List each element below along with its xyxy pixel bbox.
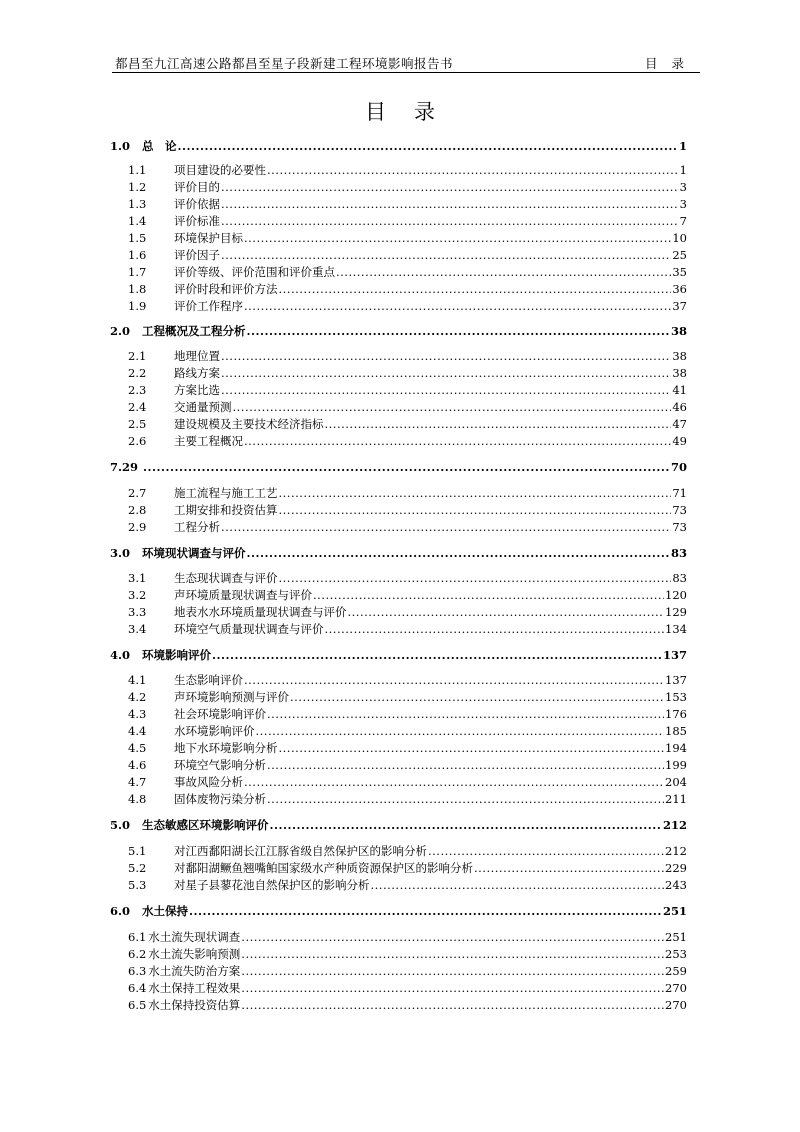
toc-dot-leader xyxy=(221,349,671,364)
toc-section-entry[interactable] xyxy=(110,214,687,229)
toc-entry-page: 270 xyxy=(665,981,687,995)
toc-chapter-entry[interactable] xyxy=(110,648,687,663)
toc-entry-label: 评价时段和评价方法 xyxy=(174,282,278,296)
toc-dot-leader xyxy=(244,673,664,688)
toc-entry-page: 41 xyxy=(672,383,687,397)
toc-entry-page: 129 xyxy=(665,605,687,619)
toc-section-entry[interactable] xyxy=(110,503,687,518)
toc-entry-number: 5.0 xyxy=(110,818,131,832)
toc-entry-label: 地表水水环境质量现状调查与评价 xyxy=(174,605,347,619)
toc-entry-page: 251 xyxy=(665,930,687,944)
toc-section-entry[interactable] xyxy=(110,180,687,195)
toc-entry-page: 204 xyxy=(665,775,687,789)
toc-entry-page: 70 xyxy=(670,460,687,474)
toc-entry-page: 25 xyxy=(672,248,687,262)
toc-entry-page: 47 xyxy=(672,417,687,431)
toc-entry-page: 270 xyxy=(665,998,687,1012)
toc-entry-label: 环境空气质量现状调查与评价 xyxy=(174,622,324,636)
toc-section-entry[interactable] xyxy=(110,707,687,722)
toc-dot-leader xyxy=(241,998,664,1013)
header-section-label: 目录 xyxy=(644,56,698,71)
toc-entry-label: 声环境影响预测与评价 xyxy=(174,690,289,704)
toc-entry-number: 1.4 xyxy=(128,214,147,228)
toc-dot-leader xyxy=(221,180,679,195)
toc-dot-leader xyxy=(325,417,672,432)
toc-dot-leader xyxy=(189,904,662,919)
toc-entry-page: 73 xyxy=(672,520,687,534)
toc-entry-number: 2.3 xyxy=(128,383,147,397)
toc-entry-page: 199 xyxy=(665,758,687,772)
toc-entry-label: 水环境影响评价 xyxy=(174,724,255,738)
toc-entry-number: 4.3 xyxy=(128,707,147,721)
toc-section-entry[interactable] xyxy=(110,520,687,535)
toc-section-entry[interactable] xyxy=(110,571,687,586)
toc-entry-page: 229 xyxy=(665,861,687,875)
toc-entry-label: 评价标准 xyxy=(174,214,220,228)
toc-entry-number: 2.5 xyxy=(128,417,147,431)
toc-entry-number: 1.8 xyxy=(128,282,147,296)
toc-dot-leader xyxy=(325,622,665,637)
toc-entry-label: 评价依据 xyxy=(174,197,220,211)
toc-entry-number: 4.7 xyxy=(128,775,147,789)
toc-section-entry[interactable] xyxy=(110,878,687,893)
toc-dot-leader xyxy=(247,324,670,339)
toc-entry-page: 120 xyxy=(665,588,687,602)
toc-entry-page: 243 xyxy=(665,878,687,892)
toc-section-entry[interactable] xyxy=(110,366,687,381)
toc-dot-leader xyxy=(244,231,671,246)
toc-entry-page: 137 xyxy=(665,673,687,687)
toc-entry-page: 49 xyxy=(672,434,687,448)
report-title: 都昌至九江高速公路都昌至星子段新建工程环境影响报告书 xyxy=(115,56,454,71)
toc-entry-label: 地理位置 xyxy=(174,349,220,363)
toc-entry-number: 1.0 xyxy=(110,139,131,153)
toc-entry-label: 交通量预测 xyxy=(174,400,232,414)
toc-dot-leader xyxy=(221,214,679,229)
toc-entry-page: 35 xyxy=(672,265,687,279)
toc-entry-number: 3.3 xyxy=(128,605,147,619)
toc-entry-number: 1.3 xyxy=(128,197,147,211)
toc-dot-leader xyxy=(279,486,672,501)
toc-entry-number: 6.5 xyxy=(128,998,147,1012)
toc-entry-page: 83 xyxy=(672,571,687,585)
toc-entry-number: 6.4 xyxy=(128,981,147,995)
toc-entry-label: 评价因子 xyxy=(174,248,220,262)
toc-heading: 目录 xyxy=(365,100,463,124)
toc-entry-label: 地下水环境影响分析 xyxy=(174,741,278,755)
toc-entry-number: 4.0 xyxy=(110,648,131,662)
toc-entry-number: 4.5 xyxy=(128,741,147,755)
toc-entry-page: 37 xyxy=(672,299,687,313)
toc-section-entry[interactable] xyxy=(110,981,687,996)
toc-entry-label: 评价工作程序 xyxy=(174,299,243,313)
toc-entry-page: 211 xyxy=(665,792,687,806)
toc-section-entry[interactable] xyxy=(110,299,687,314)
toc-entry-number: 4.4 xyxy=(128,724,147,738)
toc-entry-page: 83 xyxy=(670,546,687,560)
toc-entry-label: 生态现状调查与评价 xyxy=(174,571,278,585)
toc-entry-page: 251 xyxy=(662,904,687,918)
toc-entry-number: 2.0 xyxy=(110,324,131,338)
toc-entry-page: 137 xyxy=(662,648,687,662)
toc-entry-label: 社会环境影响评价 xyxy=(174,707,266,721)
toc-entry-number: 6.3 xyxy=(128,964,147,978)
toc-dot-leader xyxy=(244,299,671,314)
toc-entry-number: 6.2 xyxy=(128,947,147,961)
toc-entry-label: 主要工程概况 xyxy=(174,434,243,448)
toc-entry-label: 环境保护目标 xyxy=(174,231,243,245)
toc-section-entry[interactable] xyxy=(110,930,687,945)
toc-entry-label: 对鄱阳湖鳜鱼翘嘴鲌国家级水产种质资源保护区的影响分析 xyxy=(174,861,473,875)
toc-section-entry[interactable] xyxy=(110,588,687,603)
toc-dot-leader xyxy=(221,383,671,398)
toc-dot-leader xyxy=(267,163,679,178)
toc-entry-label: 工程概况及工程分析 xyxy=(142,324,246,338)
toc-entry-label: 项目建设的必要性 xyxy=(174,163,266,177)
toc-chapter-entry[interactable] xyxy=(110,818,687,833)
toc-entry-label: 生态敏感区环境影响评价 xyxy=(142,818,269,832)
toc-entry-label: 水土流失影响预测 xyxy=(148,947,241,961)
toc-dot-leader xyxy=(270,818,662,833)
page-header xyxy=(112,50,700,73)
toc-dot-leader xyxy=(212,648,662,663)
toc-section-entry[interactable] xyxy=(110,724,687,739)
toc-entry-number: 7.29 xyxy=(110,460,139,474)
toc-entry-number: 3.1 xyxy=(128,571,147,585)
toc-entry-number: 4.1 xyxy=(128,673,147,687)
toc-entry-number: 5.1 xyxy=(128,844,147,858)
toc-section-entry[interactable] xyxy=(110,349,687,364)
toc-section-entry[interactable] xyxy=(110,792,687,807)
toc-entry-number: 2.6 xyxy=(128,434,147,448)
toc-entry-page: 7 xyxy=(679,214,687,228)
toc-entry-label: 固体废物污染分析 xyxy=(174,792,266,806)
toc-section-entry[interactable] xyxy=(110,197,687,212)
toc-section-entry[interactable] xyxy=(110,434,687,449)
toc-entry-number: 1.9 xyxy=(128,299,147,313)
toc-entry-label: 声环境质量现状调查与评价 xyxy=(174,588,312,602)
toc-section-entry[interactable] xyxy=(110,673,687,688)
toc-entry-number: 2.1 xyxy=(128,349,147,363)
toc-section-entry[interactable] xyxy=(110,486,687,501)
toc-section-entry[interactable] xyxy=(110,998,687,1013)
toc-entry-label: 环境影响评价 xyxy=(142,648,211,662)
toc-entry-number: 1.6 xyxy=(128,248,147,262)
toc-entry-label: 总 论 xyxy=(142,139,177,153)
toc-entry-label: 水土流失现状调查 xyxy=(148,930,241,944)
toc-section-entry[interactable] xyxy=(110,417,687,432)
toc-section-entry[interactable] xyxy=(110,265,687,280)
toc-entry-number: 6.0 xyxy=(110,904,131,918)
toc-section-entry[interactable] xyxy=(110,741,687,756)
toc-dot-leader xyxy=(336,265,671,280)
toc-entry-label: 事故风险分析 xyxy=(174,775,243,789)
toc-section-entry[interactable] xyxy=(110,383,687,398)
toc-entry-label: 生态影响评价 xyxy=(174,673,243,687)
toc-dot-leader xyxy=(256,724,665,739)
toc-chapter-entry[interactable] xyxy=(110,546,687,561)
toc-dot-leader xyxy=(244,434,671,449)
toc-entry-label: 环境现状调查与评价 xyxy=(142,546,246,560)
toc-entry-label: 施工流程与施工工艺 xyxy=(174,486,278,500)
toc-dot-leader xyxy=(241,964,664,979)
toc-entry-number: 4.8 xyxy=(128,792,147,806)
toc-entry-number: 2.7 xyxy=(128,486,147,500)
toc-section-entry[interactable] xyxy=(110,163,687,178)
toc-entry-number: 3.0 xyxy=(110,546,131,560)
toc-entry-number: 5.2 xyxy=(128,861,147,875)
toc-section-entry[interactable] xyxy=(110,690,687,705)
toc-entry-number: 2.9 xyxy=(128,520,147,534)
toc-entry-label: 方案比选 xyxy=(174,383,220,397)
toc-chapter-entry[interactable] xyxy=(110,324,687,339)
toc-dot-leader xyxy=(221,366,671,381)
toc-entry-label: 建设规模及主要技术经济指标 xyxy=(174,417,324,431)
toc-entry-number: 5.3 xyxy=(128,878,147,892)
toc-dot-leader xyxy=(371,878,665,893)
toc-entry-page: 1 xyxy=(678,139,687,153)
toc-dot-leader xyxy=(178,139,678,154)
toc-dot-leader xyxy=(247,546,670,561)
toc-entry-number: 4.2 xyxy=(128,690,147,704)
toc-entry-number: 4.6 xyxy=(128,758,147,772)
toc-entry-page: 36 xyxy=(672,282,687,296)
toc-dot-leader xyxy=(279,282,672,297)
toc-dot-leader xyxy=(290,690,664,705)
toc-dot-leader xyxy=(221,248,671,263)
toc-entry-label: 工程分析 xyxy=(174,520,220,534)
toc-entry-page: 185 xyxy=(665,724,687,738)
toc-section-entry[interactable] xyxy=(110,400,687,415)
toc-section-entry[interactable] xyxy=(110,282,687,297)
toc-entry-number: 1.1 xyxy=(128,163,147,177)
toc-entry-page: 38 xyxy=(670,324,687,338)
toc-dot-leader xyxy=(474,861,664,876)
toc-dot-leader xyxy=(241,947,664,962)
toc-section-entry[interactable] xyxy=(110,231,687,246)
toc-entry-label: 水土保持工程效果 xyxy=(148,981,241,995)
toc-entry-page: 134 xyxy=(665,622,687,636)
toc-entry-number: 1.5 xyxy=(128,231,147,245)
toc-entry-number: 3.2 xyxy=(128,588,147,602)
toc-entry-number: 1.7 xyxy=(128,265,147,279)
toc-entry-page: 38 xyxy=(672,366,687,380)
toc-entry-label: 水土保持 xyxy=(142,904,188,918)
toc-entry-label: 环境空气影响分析 xyxy=(174,758,266,772)
toc-dot-leader xyxy=(244,775,664,790)
toc-entry-number: 2.8 xyxy=(128,503,147,517)
toc-entry-page: 38 xyxy=(672,349,687,363)
toc-dot-leader xyxy=(428,844,664,859)
toc-entry-number: 2.2 xyxy=(128,366,147,380)
toc-entry-label: 对星子县蓼花池自然保护区的影响分析 xyxy=(174,878,370,892)
toc-entry-page: 46 xyxy=(672,400,687,414)
toc-section-entry[interactable] xyxy=(110,844,687,859)
toc-entry-number: 1.2 xyxy=(128,180,147,194)
toc-dot-leader xyxy=(348,605,665,620)
toc-chapter-entry[interactable] xyxy=(110,460,687,475)
toc-dot-leader xyxy=(241,981,664,996)
toc-section-entry[interactable] xyxy=(110,622,687,637)
toc-entry-page: 194 xyxy=(665,741,687,755)
toc-dot-leader xyxy=(241,930,664,945)
toc-entry-page: 259 xyxy=(665,964,687,978)
toc-section-entry[interactable] xyxy=(110,758,687,773)
toc-section-entry[interactable] xyxy=(110,775,687,790)
toc-entry-number: 2.4 xyxy=(128,400,147,414)
toc-dot-leader xyxy=(267,707,664,722)
toc-entry-page: 153 xyxy=(665,690,687,704)
toc-entry-page: 73 xyxy=(672,503,687,517)
toc-dot-leader xyxy=(279,571,672,586)
toc-entry-page: 253 xyxy=(665,947,687,961)
toc-dot-leader xyxy=(267,758,664,773)
toc-entry-page: 3 xyxy=(679,197,687,211)
toc-dot-leader xyxy=(267,792,664,807)
toc-section-entry[interactable] xyxy=(110,861,687,876)
toc-entry-label: 水土流失防治方案 xyxy=(148,964,241,978)
toc-chapter-entry[interactable] xyxy=(110,139,687,154)
toc-entry-page: 176 xyxy=(665,707,687,721)
toc-entry-label: 对江西鄱阳湖长江江豚省级自然保护区的影响分析 xyxy=(174,844,427,858)
toc-dot-leader xyxy=(221,520,671,535)
toc-section-entry[interactable] xyxy=(110,605,687,620)
toc-entry-label: 路线方案 xyxy=(174,366,220,380)
toc-entry-label: 评价目的 xyxy=(174,180,220,194)
toc-entry-page: 1 xyxy=(679,163,687,177)
toc-entry-page: 3 xyxy=(679,180,687,194)
toc-dot-leader xyxy=(233,400,672,415)
toc-section-entry[interactable] xyxy=(110,947,687,962)
toc-entry-label: 评价等级、评价范围和评价重点 xyxy=(174,265,335,279)
toc-entry-page: 71 xyxy=(672,486,687,500)
toc-section-entry[interactable] xyxy=(110,964,687,979)
toc-entry-page: 10 xyxy=(672,231,687,245)
toc-entry-label: 水土保持投资估算 xyxy=(148,998,241,1012)
toc-entry-label: 工期安排和投资估算 xyxy=(174,503,278,517)
toc-dot-leader xyxy=(279,503,672,518)
toc-entry-page: 212 xyxy=(662,818,687,832)
toc-dot-leader xyxy=(279,741,665,756)
toc-dot-leader xyxy=(221,197,679,212)
toc-chapter-entry[interactable] xyxy=(110,904,687,919)
toc-dot-leader xyxy=(143,460,670,475)
toc-entry-number: 3.4 xyxy=(128,622,147,636)
toc-entry-number: 6.1 xyxy=(128,930,147,944)
toc-section-entry[interactable] xyxy=(110,248,687,263)
toc-dot-leader xyxy=(313,588,664,603)
toc-entry-page: 212 xyxy=(665,844,687,858)
